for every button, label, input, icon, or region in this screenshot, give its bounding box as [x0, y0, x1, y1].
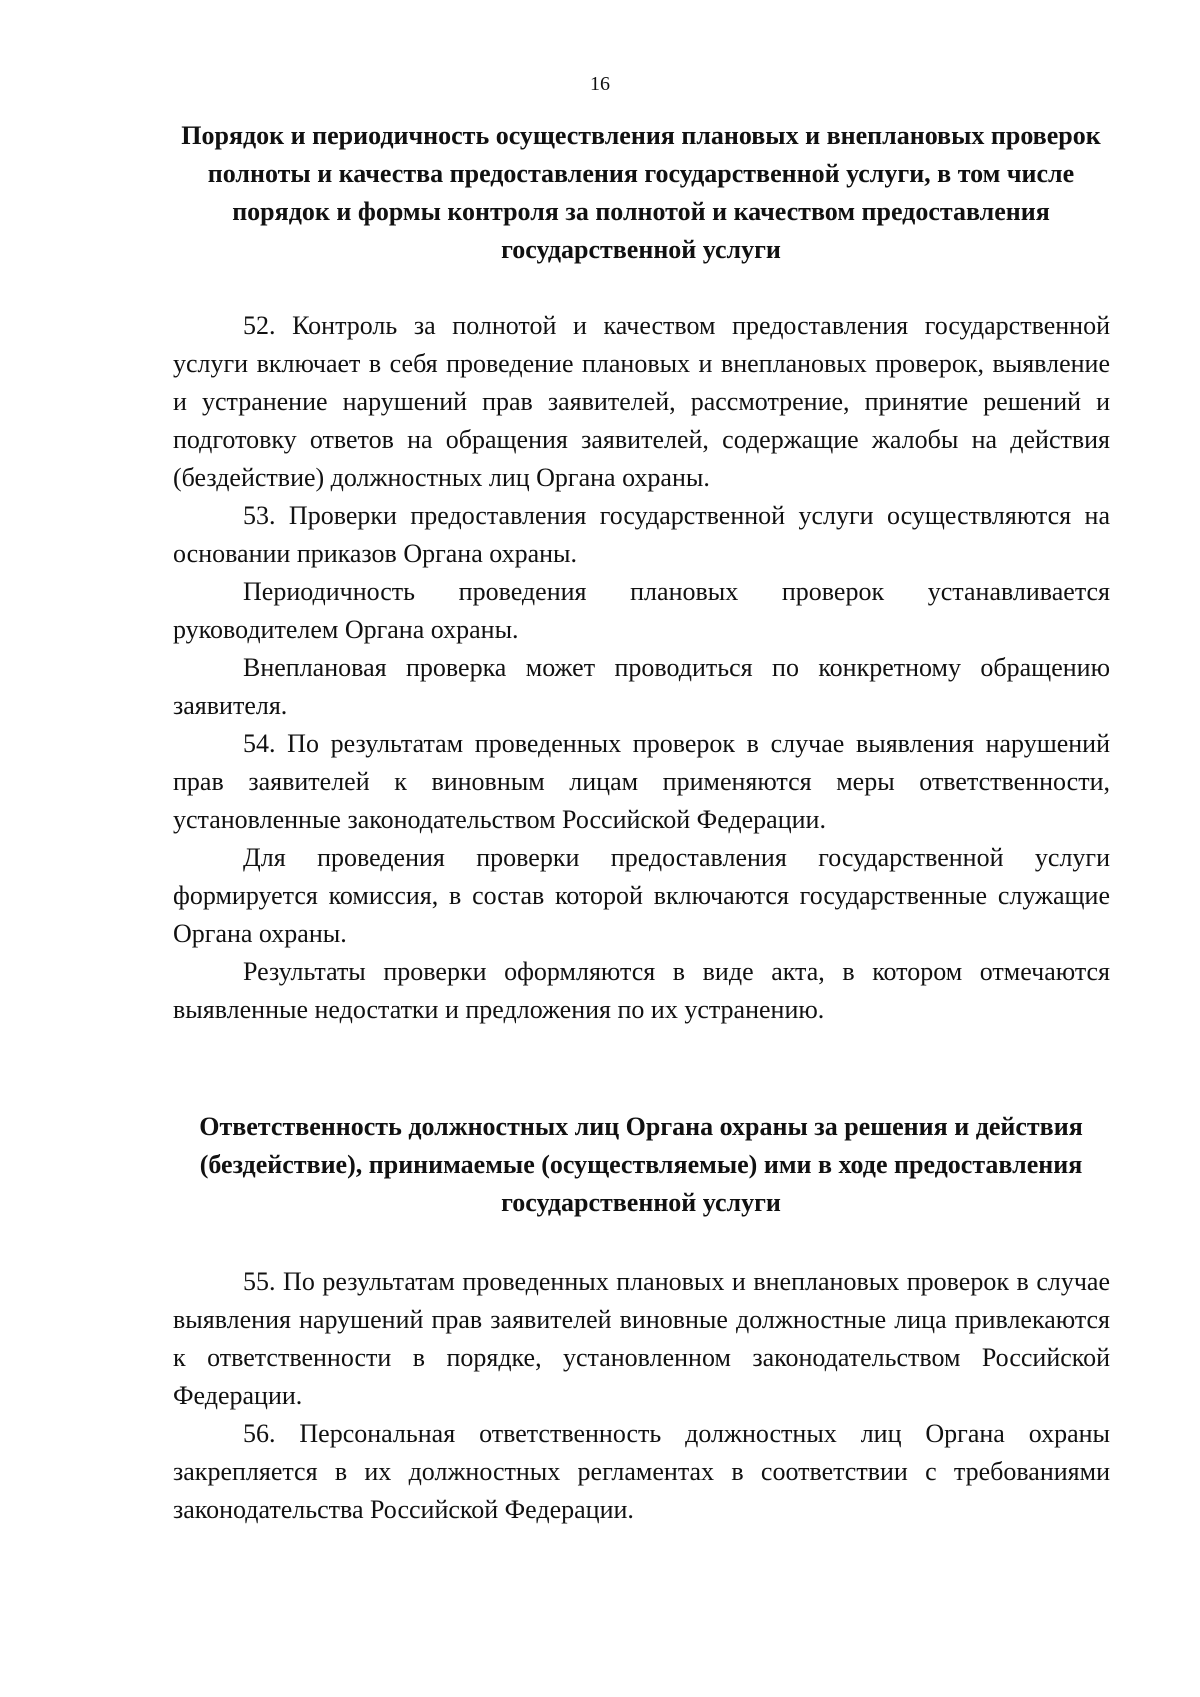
section-body-control [173, 307, 1110, 1029]
paragraph-check-results: Результаты проверки оформляются в виде акта, в котором отмечаются выявленные недостатки и предложения по их устранению. [173, 957, 1110, 1024]
paragraph-commission: Для проведения проверки предоставления государственной услуги формируется комиссия, в состав которой включаются государственные служащие Органа охраны. [173, 843, 1110, 948]
paragraph-periodicity: Периодичность проведения плановых проверок устанавливается руководителем Органа охраны. [173, 577, 1110, 644]
paragraph-52: 52. Контроль за полнотой и качеством предоставления государственной услуги включает в себя проведение плановых и внеплановых проверок, выявление и устранение нарушений прав заявителей, рассмотрение, принятие решений и подготовку ответов на обращения заявителей, содержащие жалобы на действия (бездействие) должностных лиц Органа охраны. [173, 311, 1110, 492]
section-heading-control: Порядок и периодичность осуществления плановых и внеплановых проверок полноты и качества предоставления государственной услуги, в том числе порядок и формы контроля за полнотой и качеством предоставления государственной услуги [181, 121, 1101, 264]
paragraph-54: 54. По результатам проведенных проверок в случае выявления нарушений прав заявителей к виновным лицам применяются меры ответственности, установленные законодательством Российской Федерации. [173, 729, 1110, 834]
paragraph-56: 56. Персональная ответственность должностных лиц Органа охраны закрепляется в их должностных регламентах в соответствии с требованиями законодательства Российской Федерации. [173, 1419, 1110, 1524]
paragraph-55: 55. По результатам проведенных плановых и внеплановых проверок в случае выявления нарушений прав заявителей виновные должностные лица привлекаются к ответственности в порядке, установленном законодательством Российской Федерации. [173, 1267, 1110, 1410]
page-number: 16 [590, 73, 610, 95]
paragraph-53: 53. Проверки предоставления государственной услуги осуществляются на основании приказов Органа охраны. [173, 501, 1110, 568]
paragraph-unscheduled-check: Внеплановая проверка может проводиться по конкретному обращению заявителя. [173, 653, 1110, 720]
section-heading-responsibility: Ответственность должностных лиц Органа охраны за решения и действия (бездействие), принимаемые (осуществляемые) ими в ходе предоставления государственной услуги [199, 1112, 1083, 1217]
section-body-responsibility [173, 1263, 1110, 1529]
